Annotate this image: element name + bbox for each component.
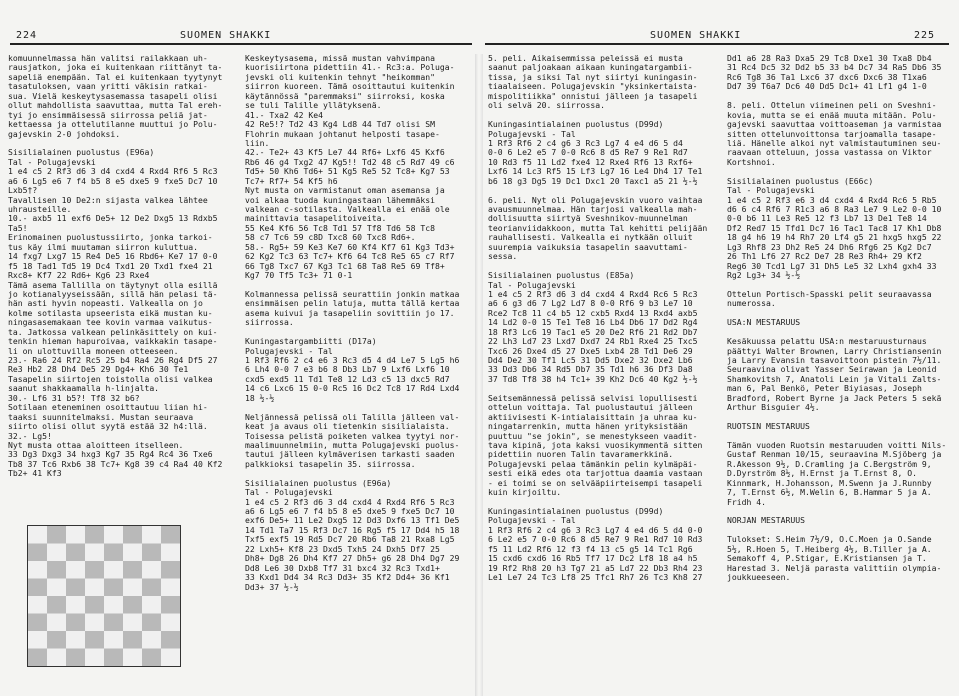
text-line: Tämä asema Tallilla on täytynyt olla esillä [8, 279, 218, 290]
text-line: 41.- Txa2 42 Ke4 [245, 109, 323, 120]
text-column-4 [727, 54, 953, 583]
text-line: 62 Kg2 Tc3 63 Tc7+ Kf6 64 Tc8 Re5 65 c7 Rf7 [245, 251, 455, 262]
text-line: Txf5 exf5 19 Rd5 Dc7 20 Rb6 Ta8 21 Rxa8 Lg5 [245, 534, 455, 545]
text-line: Kortshnoi. [727, 156, 776, 167]
text-line: päättyi Walter Brownen, Larry Christiansenin [727, 345, 942, 356]
text-line: a6 6 Lg5 e6 7 f4 b5 8 e5 dxe5 9 fxe5 Dc7 10 [8, 175, 218, 186]
text-line: saanut paljoakaan aikaan kuningatargambii- [488, 62, 693, 73]
text-column-3 [488, 54, 720, 583]
text-line: 1 e4 c5 2 Rf3 e6 3 d4 cxd4 4 Rxd4 Rc6 5 Rb5 [727, 194, 937, 205]
text-line: 18 g4 h6 19 h4 Rh7 20 Lf4 g5 21 hxg5 hxg5 22 [727, 232, 942, 243]
text-line: Toisessa pelistä poiketen valkea tyytyi nor- [245, 430, 460, 441]
text-line: siirto olisi ollut syytä estää 32 h4:llä. [8, 421, 208, 432]
text-line: liä. Hänelle alkoi nyt valmistautuminen seu- [727, 137, 942, 148]
text-line: oli selvä 20. siirrossa. [488, 100, 605, 111]
text-line: Flohrin mukaan johtanut helposti tasape- [245, 128, 440, 139]
chess-diagram [27, 525, 181, 667]
text-line: Kuningasintialainen puolustus (D99d) [488, 506, 664, 516]
text-line: Tulokset: S.Heim 7½/9, O.C.Moen ja O.Sande [727, 534, 932, 545]
text-line: 42 Re5!? Td2 43 Kg4 Ld8 44 Td7 olisi SM [245, 119, 436, 130]
text-line: 1 e4 c5 2 Rf3 d6 3 d4 cxd4 4 Rxd4 Rc6 5 Rc3 [488, 288, 698, 299]
text-line: kovia, mutta se ei enää muuta mitään. Polu- [727, 109, 937, 120]
text-line: Bradford, Robert Byrne ja Jack Peters 5 sekä [727, 392, 942, 403]
text-line: Kolmannessa pelissä seurattiin jonkin matkaa [245, 288, 460, 299]
book-gutter [475, 54, 483, 696]
text-line: 42.- Te2+ 43 Kf5 Le7 44 Rf6+ Lxf6 45 Kxf6 [245, 147, 445, 158]
text-line: a6 6 Lg5 e6 7 f4 b5 8 e5 dxe5 9 fxe5 Dc7 10 [245, 506, 455, 516]
text-line: 1 Rf3 Rf6 2 c4 g6 3 Rc3 Lg7 4 e4 d6 5 d4 0-0 [488, 524, 703, 535]
text-line: li on ulottuvilla moneen otteeseen. [8, 345, 179, 356]
text-line: 6 Lh4 0-0 7 e3 b6 8 Db3 Lb7 9 Lxf6 Lxf6 10 [245, 364, 450, 375]
text-line: ollut mahdollista saavuttaa, mutta Tal ereh- [8, 100, 223, 111]
text-line: 37 Td8 Tf8 38 h4 Tc1+ 39 Kh2 Dc6 40 Kg2 ½-½ [488, 373, 698, 384]
text-line: Keskeytysasema, missä mustan vahvimpana [245, 54, 436, 63]
text-line: sapeliä enempään. Tal ei kuitenkaan tyytynyt [8, 71, 223, 82]
text-line: Tb8 37 Tc6 Rxb6 38 Tc7+ Kg8 39 c4 Ra4 40 Kf2 [8, 458, 223, 469]
text-line: 14 Td1 Ta7 15 Rf3 Dc7 16 Rg5 f5 17 Dd4 h5 18 [245, 524, 460, 535]
running-title-left: SUOMEN SHAKKI [180, 30, 272, 41]
text-line: Sisilialainen puolustus (E96a) [8, 147, 155, 158]
text-line: maalimuunnelmiin, mutta Polugajevski puolus- [245, 439, 460, 450]
text-line: jevski oli kuitenkin tehnyt "heikomman" [245, 71, 436, 82]
text-line: 58.- Rg5+ 59 Ke3 Ke7 60 Kf4 Kf7 61 Kg3 Td3+ [245, 241, 455, 252]
header-rule-left [10, 43, 472, 45]
text-line: Tal - Polugajevski [8, 156, 96, 167]
text-line: liin. [245, 137, 270, 148]
text-line: 5. peli. Aikaisemmissa peleissä ei musta [488, 54, 683, 63]
text-line: Lxf6 14 Lc3 Rf5 15 Lf3 Lg7 16 Le4 Dh4 17 Te1 [488, 166, 703, 177]
text-line: a6 6 g3 d6 7 Lg2 Ld7 8 0-0 Rf6 9 b3 Le7 10 [488, 298, 693, 309]
text-line: Tavallisen 10 De2:n sijasta valkea lähtee [8, 194, 208, 205]
text-line: uhrausteille. [8, 204, 72, 214]
text-line: tiaalaiseen. Polugajevskin "yksinkertaista- [488, 81, 698, 92]
text-line: Lg3 Rhf8 23 Dh2 Re5 24 Dh6 Rfg6 25 Kg2 Dc7 [727, 241, 932, 252]
text-line: Sisilialainen puolustus (E85a) [488, 270, 635, 281]
text-line: ensimmäisen pelin latuja, mutta tällä kertaa [245, 298, 460, 309]
text-line: sesti eikä edes ota tarjottua daamia vastaan [488, 468, 703, 479]
text-line: käytännössä "paremmaksi" siirroksi, koska [245, 90, 445, 101]
text-line: Sisilialainen puolustus (E96a) [245, 477, 392, 488]
text-line: 6. peli. Nyt oli Polugajevskin vuoro vaihtaa [488, 194, 703, 205]
text-line: Kg7 70 Tf5 Tc3+ 71 0-1 [245, 270, 353, 281]
text-line: Fridh 4. [727, 496, 766, 507]
text-line: b6 18 g3 Dg5 19 Dc1 Dxc1 20 Taxc1 a5 21 ½-½ [488, 175, 698, 186]
text-line: Shamkovitsh 7, Anatoli Lein ja Vitali Zalts- [727, 373, 942, 384]
text-line: cxd5 exd5 11 Td1 Te8 12 Ld3 c5 13 dxc5 Rd7 [245, 373, 450, 384]
text-line: 32.- Lg5! [8, 430, 52, 441]
text-line: NORJAN MESTARUUS [727, 515, 805, 526]
text-line: 10 Rd3 f5 11 Ld2 fxe4 12 Rxe4 Rf6 13 Rxf6+ [488, 156, 693, 167]
text-column-1 [8, 54, 238, 479]
text-line: D.Dyrström 8½, H.Ernst ja T.Ernst 8, O. [727, 468, 918, 479]
text-line: 0-0 6 Le2 e5 7 0-0 Rc6 8 d5 Re7 9 Re1 Rd7 [488, 147, 688, 158]
text-line: kolme sotilasta upseerista eikä mustan ku- [8, 307, 213, 318]
text-line: Polugajevski pelaa tämänkin pelin kylmäpäi- [488, 458, 698, 469]
text-line: ottelun voittaja. Tal puolustautui jälleen [488, 402, 693, 413]
text-line: asema kuivui ja tasapeliin sovittiin jo 17. [245, 307, 455, 318]
text-line: keat ja avaus oli tietenkin sisilialaista. [245, 421, 450, 432]
text-line: ta. Jatkossa valkean pelinkäsittely on kui- [8, 326, 218, 337]
text-line: 23.- Ra6 24 Rf2 Rc5 25 b4 Ra4 26 Rg4 Df5 27 [8, 355, 218, 365]
text-line: Dd8 Le6 30 Dxb8 Tf7 31 bxc4 32 Rc3 Txd1+ [245, 562, 440, 573]
text-line: pidettiin nuoren Talin tavaramerkkinä. [488, 449, 674, 460]
text-line: Erinomainen puolustussiirto, jonka tarkoi- [8, 232, 213, 243]
page-number-left: 224 [16, 30, 38, 41]
text-line: Tasapelin siirtojen toistolla olisi valkea [8, 373, 213, 384]
text-line: kuin kirjoiltu. [488, 487, 562, 498]
text-line: 1 Rf3 Rf6 2 c4 g6 3 Rc3 Lg7 4 e4 d6 5 d4 [488, 137, 683, 148]
text-line: numerossa. [727, 298, 776, 309]
text-line: Ottelun Portisch-Spasski pelit seuraavassa [727, 288, 932, 299]
text-line: Dd3+ 37 ½-½ [245, 581, 299, 592]
text-line: Semakoff 4, P.Stigar, E.Kristiansen ja T. [727, 553, 927, 564]
text-line: hän asti hyvin nopeasti. Valkealla on jo [8, 298, 203, 309]
text-line: palkkioksi tasapelin 35. siirrossa. [245, 458, 416, 469]
text-line: taaksi suunnitelmaksi. Mustan seuraava [8, 411, 194, 422]
text-line: 0-0 b6 11 Le3 Re5 12 f3 Lb7 13 De1 Te8 14 [727, 213, 927, 224]
text-line: Gustaf Renman 10/15, seuraavina M.Sjöberg ja [727, 449, 942, 460]
text-line: gajevskin 2-0 johdoksi. [8, 128, 121, 139]
text-line: raavaan otteluun, jossa vastassa on Viktor [727, 147, 932, 158]
text-line: 8. peli. Ottelun viimeinen peli on Sveshni- [727, 100, 937, 111]
running-title-right: SUOMEN SHAKKI [650, 30, 742, 41]
text-line: 7, T.Ernst 6½, M.Welin 6, B.Hammar 5 ja A. [727, 487, 932, 498]
text-line: 18 Rf3 Lc6 19 Tac1 e5 20 De2 Rf6 21 Rd2 Db7 [488, 326, 698, 337]
text-line: Sisilialainen puolustus (E66c) [727, 175, 874, 186]
text-line: Rce2 Tc8 11 c4 b5 12 cxb5 Rxd4 13 Rxd4 axb5 [488, 307, 698, 318]
text-line: ningatarrenkin, mutta hänen yrityksistään [488, 421, 688, 432]
text-line: sitten ottelunvoittonsa tarjoamalla tasape- [727, 128, 937, 139]
text-line: teorianviidakkoon, mutta Tal kehitti pelijään [488, 222, 708, 233]
text-line: rausjatkon, joka ei kuitenkaan riittänyt ta- [8, 62, 223, 73]
text-line: ningasasemakaan tee kovin varmaa vaikutus- [8, 317, 213, 328]
text-line: man 6, Pal Benkö, Peter Biyiasas, Joseph [727, 383, 922, 394]
text-line: R.Akesson 9½, D.Cramling ja C.Bergström 9, [727, 458, 932, 469]
text-line: Sotilaan eteneminen osoittautuu liian hi- [8, 402, 208, 413]
text-line: voi alkaa tuoda kuningastaan lähemmäksi [245, 194, 436, 205]
text-line: tautui jälleen kylmäverisen tarkasti saaden [245, 449, 455, 460]
text-line: Rg2 Lg3+ 34 ½-½ [727, 270, 801, 281]
text-line: tenkin hieman hapuroivaa, vaikkakin tasape- [8, 336, 218, 347]
text-line: jo kotianalyyseissään, sillä hän pelasi tä- [8, 288, 218, 299]
text-line: 33 Kxd1 Dd4 34 Rc3 Dd3+ 35 Kf2 Dd4+ 36 Kf1 [245, 572, 450, 583]
text-line: avausmuunnelmaa. Hän tarjosi valkealla mah- [488, 204, 698, 214]
text-line: 33 Dd3 Db6 34 Rd5 Db7 35 Td1 h6 36 Df3 Da8 [488, 364, 693, 375]
text-line: komuunnelmassa hän valitsi railakkaan uh- [8, 54, 208, 63]
text-column-2 [245, 54, 473, 592]
text-line: 22 Lxh5+ Kf8 23 Dxd5 Txh5 24 Dxh5 Df7 25 [245, 543, 440, 554]
text-line: kuorisiirtona pidettiin 41.- Rc3:a. Poluga- [245, 62, 455, 73]
text-line: Rxc8+ Kf7 22 Rd6+ Kg6 23 Rxe4 [8, 270, 150, 281]
text-line: Le1 Le7 24 Tc3 Lf8 25 Tfc1 Rh7 26 Tc3 Kh8 27 [488, 572, 703, 583]
text-line: sua. Vielä keskeytysasemassa tasapeli olisi [8, 90, 218, 101]
text-line: Txc6 26 Dxe4 d5 27 Dxe5 Lxb4 28 Td1 De6 29 [488, 345, 693, 356]
text-line: Kuningasintialainen puolustus (D99d) [488, 119, 664, 130]
text-line: sessa. [488, 251, 518, 262]
text-line: f5 18 Tad1 Td5 19 Dc4 Txd1 20 Txd1 fxe4 21 [8, 260, 213, 271]
text-line: 22 Lh3 Ld7 23 Lxd7 Dxd7 24 Rb1 Rxe4 25 Txc5 [488, 336, 698, 347]
text-line: 10.- axb5 11 exf6 De5+ 12 De2 Dxg5 13 Rdxb5 [8, 213, 218, 224]
page-number-right: 225 [914, 30, 936, 41]
text-line: puuttuu "se jokin", se menestykseen vaadit- [488, 430, 698, 441]
text-line: mainittavia tasapelitoiveita. [245, 213, 387, 224]
text-line: Kinnmark, H.Johansson, M.Swenn ja J.Runnby [727, 477, 932, 488]
text-line: Dh8+ Dg8 26 Dh4 Kf7 27 Dh5+ g6 28 Dh4 Dg7 29 [245, 553, 460, 564]
text-line: Nyt musta on varmistanut oman asemansa ja [245, 185, 445, 196]
text-line: Td5+ 50 Kh6 Td6+ 51 Kg5 Re5 52 Tc8+ Kg7 53 [245, 166, 450, 177]
text-line: Seuraavina olivat Yasser Seirawan ja Leonid [727, 364, 937, 375]
text-line: kettaessa ja ottelutilanne muuttui jo Polu- [8, 119, 218, 130]
text-line: rauhallisesti. Valkealla ei nytkään olluit [488, 232, 693, 243]
text-line: 30.- Lf6 31 b5?! Tf8 32 b6? [8, 392, 140, 403]
text-line: Rb6 46 g4 Txg2 47 Kg5!! Td2 48 c5 Rd7 49 c6 [245, 156, 455, 167]
text-line: Polugajevski - Tal [488, 128, 576, 139]
text-line: Tc7+ Rf7+ 54 Kf5 h6 [245, 175, 338, 186]
text-line: 15 cxd6 cxd6 16 Rb5 Tf7 17 Dc2 Lf8 18 a4 h5 [488, 553, 698, 564]
text-line: aktiivisesti K-intialaisittain ja uhraa ku- [488, 411, 698, 422]
text-line: Reg6 30 Tcd1 Lg7 31 Dh5 Le5 32 Lxh4 gxh4 33 [727, 260, 937, 271]
text-line: Polugajevski - Tal [488, 515, 576, 526]
text-line: 1 e4 c5 2 Rf3 d6 3 d4 cxd4 4 Rxd4 Rf6 5 Rc3 [8, 166, 218, 177]
header-rule-right [485, 43, 949, 45]
text-line: saanut shakkaamalla h-linjalta. [8, 383, 160, 394]
text-line: tissa, ja siksi Tal nyt siirtyi kuningasin- [488, 71, 698, 82]
text-line: 1 e4 c5 2 Rf3 d6 3 d4 cxd4 4 Rxd4 Rf6 5 Rc3 [245, 496, 455, 507]
text-line: Kuningastargambiitti (D17a) [245, 336, 377, 347]
text-line: dollisuutta siirtyä Sveshnikov-muunnelman [488, 213, 688, 224]
text-line: 66 Tg8 Txc7 67 Kg3 Tc1 68 Ta8 Re5 69 Tf8+ [245, 260, 445, 271]
text-line: gajevski saavuttaa voittoaseman ja varmistaa [727, 119, 942, 130]
text-line: Tal - Polugajevski [488, 279, 576, 290]
text-line: Ta5! [8, 222, 28, 233]
text-line: se tuli Talille yllätyksenä. [245, 100, 382, 111]
text-line: d6 6 c4 Rf6 7 R1c3 a6 8 Ra3 Le7 9 Le2 0-0 10 [727, 204, 942, 214]
text-line: Neljännessä pelissä oli Talilla jälleen val- [245, 411, 460, 422]
text-line: Re3 Hb2 28 Dh4 De5 29 Dg4+ Kh6 30 Te1 [8, 364, 189, 375]
text-line: joukkueeseen. [727, 572, 791, 583]
text-line: USA:N MESTARUUS [727, 317, 801, 328]
text-line: Tal - Polugajevski [245, 487, 333, 498]
text-line: 33 Dg3 Dxg3 34 hxg3 Kg7 35 Rg4 Rc4 36 Txe6 [8, 449, 213, 460]
text-line: 26 Th1 Lf6 27 Rc2 De7 28 Re3 Rh4+ 29 Kf2 [727, 251, 922, 262]
text-line: 31 Rc4 Dc5 32 Dd2 b5 33 b4 Dc7 34 Ra5 Db6 35 [727, 62, 942, 73]
text-line: mispolitiikka" onnistui jälleen ja tasapeli [488, 90, 698, 101]
text-line: Kesäkuussa pelattu USA:n mestaruusturnaus [727, 336, 927, 347]
text-line: Arthur Bisguier 4½. [727, 402, 820, 413]
text-line: Seitsemännessä pelissä selvisi lopullisesti [488, 392, 698, 403]
text-line: ja Larry Evansin tasavoittoon pistein 7½/11. [727, 355, 942, 365]
text-line: 14 Ld2 0-0 15 Te1 Te8 16 Lb4 Db6 17 Dd2 Rg4 [488, 317, 698, 328]
text-line: - ei toimi se on selvääpiirteisempi tasapeli [488, 477, 703, 488]
text-line: 55 Ke4 Kf6 56 Tc8 Td1 57 Tf8 Td6 58 Tc8 [245, 222, 436, 233]
text-line: 18 ½-½ [245, 392, 275, 403]
text-line: tava kipinä, jota kaksi vuosikymmentä sitten [488, 439, 703, 450]
text-line: Harestad 3. Neljä parasta valittiin olympia- [727, 562, 942, 573]
text-line: tasatuloksen, vaan yritti väkisin ratkai- [8, 81, 208, 92]
text-line: 5½, R.Hoen 5, T.Heiberg 4½, B.Tiller ja A. [727, 543, 932, 554]
text-line: Rc6 Tg8 36 Ta1 Lxc6 37 dxc6 Dxc6 38 T1xa6 [727, 71, 927, 82]
text-line: 19 Rf2 Rh8 20 h3 Tg7 21 a5 Ld7 22 Db3 Rh4 23 [488, 562, 703, 573]
text-line: siirron kuoreen. Tämä osoittautui kuitenkin [245, 81, 455, 92]
text-line: Dd4 De2 30 Tf1 Lc5 31 Dd5 Dxe2 32 Dxe2 Lb6 [488, 355, 693, 365]
text-line: f5 11 Ld2 Rf6 12 f3 f4 13 c5 g5 14 Tc1 Rg6 [488, 543, 693, 554]
text-line: Lxb5†? [8, 185, 38, 196]
text-line: Dd7 39 T6a7 Dc6 40 Dd5 Dc1+ 41 Lf1 g4 1-0 [727, 81, 927, 92]
text-line: suurempia vaikuksia tasapelin saavuttami- [488, 241, 688, 252]
text-line: Nyt musta ottaa aloitteen itselleen. [8, 439, 184, 450]
text-line: 1 Rf3 Rf6 2 c4 e6 3 Rc3 d5 4 d4 Le7 5 Lg5 h6 [245, 355, 460, 365]
text-line: 6 Le2 e5 7 0-0 Rc6 8 d5 Re7 9 Re1 Rd7 10 Rd3 [488, 534, 703, 545]
text-line: Polugajevski - Tal [245, 345, 333, 356]
text-line: Dd1 a6 28 Ra3 Dxa5 29 Tc8 Dxe1 30 Txa8 Db4 [727, 54, 932, 63]
text-line: 58 c7 Tc6 59 c8D Txc8 60 Txc8 Rd6+. [245, 232, 416, 243]
text-line: siirrossa. [245, 317, 294, 328]
text-line: valkean c-sotilasta. Valkealla ei enää ole [245, 204, 450, 214]
text-line: 14 fxg7 Lxg7 15 Re4 De5 16 Rbd6+ Ke7 17 0-0 [8, 251, 218, 262]
text-line: Tb2+ 41 Kf3 [8, 468, 62, 479]
text-line: exf6 De5+ 11 Le2 Dxg5 12 Dd3 Dxf6 13 Tf1 De5 [245, 515, 460, 526]
text-line: Df2 Red7 15 Tfd1 Dc7 16 Tac1 Tac8 17 Kh1 Db8 [727, 222, 942, 233]
text-line: tyi jo ensimmäisessä siirrossa peliä jat- [8, 109, 208, 120]
text-line: Tal - Polugajevski [727, 185, 815, 196]
text-line: tus käy ilmi muutaman siirron kuluttua. [8, 241, 199, 252]
text-line: Tämän vuoden Ruotsin mestaruuden voitti Nils- [727, 439, 947, 450]
text-line: RUOTSIN MESTARUUS [727, 421, 810, 432]
text-line: 14 c6 Lxc6 15 0-0 Rc5 16 Dc2 Tc8 17 Rd4 Lxd4 [245, 383, 460, 394]
